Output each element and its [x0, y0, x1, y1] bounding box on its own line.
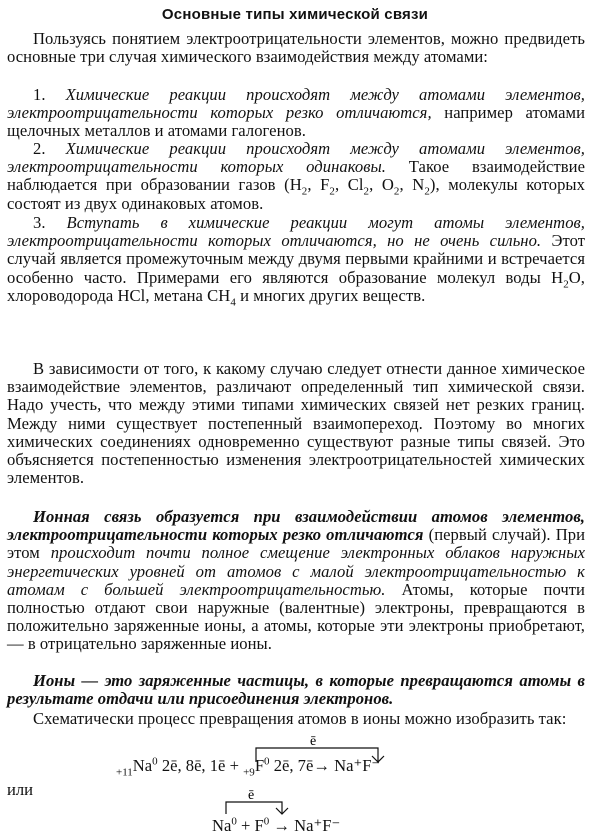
plus-sign: + — [229, 756, 239, 775]
case-2-rest-a: Такое взаимодействие наблюдается при образовании газов ( — [7, 157, 585, 195]
case-3-rest-a: Этот случай является промежуточным между двумя первыми крайними и встречается особенно часто. Примерами его являются образование молекул воды H — [7, 231, 586, 287]
reaction-arrow-icon: → — [313, 756, 330, 775]
section-title: Основные типы химической связи — [161, 6, 429, 23]
case-3-rest-b: O, хлороводорода HCl, метана CH — [7, 267, 585, 305]
case-1-number: 1. — [33, 85, 46, 104]
case-1-rest: например атомами щелочных металлов и атомами галогенов. — [7, 103, 585, 141]
intro-paragraph — [7, 30, 585, 66]
f-outer-level: 7ē — [297, 756, 314, 775]
formula-1-body — [116, 755, 381, 779]
ionic-after-bold: (первый случай). При этом — [7, 525, 585, 563]
case-2-italic: Химические реакции происходят между атомами элементов, электроотрицательности которых одинаковы. — [7, 139, 585, 177]
gas-f2: $F_2$ — [320, 175, 335, 198]
formula-1 — [116, 734, 381, 779]
f-oxidation-2: 0 — [263, 815, 270, 828]
water-subscript: 2 — [563, 277, 569, 290]
dependency-text: В зависимости от того, к какому случаю следует отнести данное химическое взаимодействие элементов, различают определенный тип химической связи. Надо учесть, что между этими типами химических связей нет резких границ. Между ними существует постепенный взаимопереход. Поэтому во многих химических соединениях одновременно существуют разные типы связей. Это объясняется постепенностью изменения электроотрицательностей химических элементов. — [7, 359, 585, 488]
electron-transfer-bracket-2 — [212, 788, 332, 826]
transfer-electron-label-2: ē — [248, 788, 255, 803]
case-3-rest-c: и многих других веществ. — [240, 285, 426, 305]
intro-text: Пользуясь понятием электроотрицательности элементов, можно предвидеть основные три случая химического взаимодействия между атомами: — [7, 29, 585, 67]
case-2-rest-b: ), молекулы которых состоят из двух одинаковых атомов. — [7, 175, 585, 213]
case-1-italic: Химические реакции происходят между атомами элементов, электроотрицательности которых резко отличаются, — [7, 85, 585, 123]
ionic-bond-definition: Ионная связь образуется при взаимодействии атомов элементов, электроотрицательности которых резко отличаются — [7, 507, 585, 545]
ionic-italic: происходит почти полное смещение электронных облаков наружных энергетических уровней от атомов с малой электроотрицательностью к атомам с большей электроотрицательностью. — [7, 543, 585, 599]
na-symbol: Na — [132, 756, 153, 775]
methane-subscript: 4 — [230, 296, 236, 309]
case-2-number: 2. — [33, 139, 46, 158]
transferred-electron: 1ē — [209, 756, 226, 775]
na-nuclear-charge: +11 — [116, 766, 133, 779]
ions-definition: Ионы — это заряженные частицы, в которые превращаются атомы в результате отдачи или присоединения электронов. — [7, 671, 585, 709]
f-oxidation: 0 — [264, 755, 270, 768]
or-word: или — [7, 780, 34, 799]
f-levels: 2ē, — [273, 756, 294, 775]
case-2-paragraph: 2. Химические реакции происходят между атомами элементов, электроотрицательности которых одинаковы. Такое взаимодействие наблюдается при образовании газов ($H_2$, $F_2$, $Cl_2$, $O_2$, $N_2$), молекулы которых состоят из двух одинаковых атомов. — [7, 139, 585, 213]
product-naf: Na⁺F⁻ — [334, 756, 381, 775]
ionic-bond-paragraph — [7, 508, 585, 654]
na-oxidation-2: 0 — [231, 815, 237, 828]
f-symbol: F — [254, 756, 265, 775]
gas-n2: $N_2$ — [412, 175, 430, 198]
formula-2 — [212, 788, 341, 836]
gas-h2: $H_2$ — [289, 175, 308, 198]
gas-o2: $O_2$ — [381, 175, 400, 198]
case-3-italic: Вступать в химические реакции могут атомы элементов, электроотрицательности которых отличаются, но не очень сильно. — [7, 213, 585, 251]
scheme-intro-text: Схематически процесс превращения атомов в ионы можно изобразить так: — [33, 709, 567, 728]
case-1-paragraph — [7, 86, 585, 141]
case-3-paragraph — [7, 213, 586, 309]
na-symbol-2: Na — [212, 816, 232, 835]
plus-sign-2: + — [241, 816, 251, 835]
gas-cl2: $Cl_2$ — [347, 175, 370, 198]
case-3-number: 3. — [33, 213, 46, 232]
scheme-intro-paragraph — [7, 710, 585, 728]
f-nuclear-charge: +9 — [243, 766, 255, 779]
na-levels: 2ē, 8ē, — [161, 756, 206, 775]
ionic-rest: Атомы, которые почти полностью отдают свои наружные (валентные) электроны, превращаются в положительно заряженные ионы, а атомы, которые эти электроны приобретают, — в отрицательно заряженные ионы. — [7, 579, 585, 654]
na-oxidation: 0 — [152, 755, 158, 768]
reaction-arrow-icon-2: → — [273, 816, 291, 835]
f-symbol-2: F — [254, 816, 264, 835]
dependency-paragraph — [7, 360, 585, 487]
product-naf-2: Na⁺F⁻ — [294, 816, 341, 835]
ions-definition-paragraph — [7, 672, 585, 708]
transfer-electron-label-1: ē — [310, 734, 317, 749]
